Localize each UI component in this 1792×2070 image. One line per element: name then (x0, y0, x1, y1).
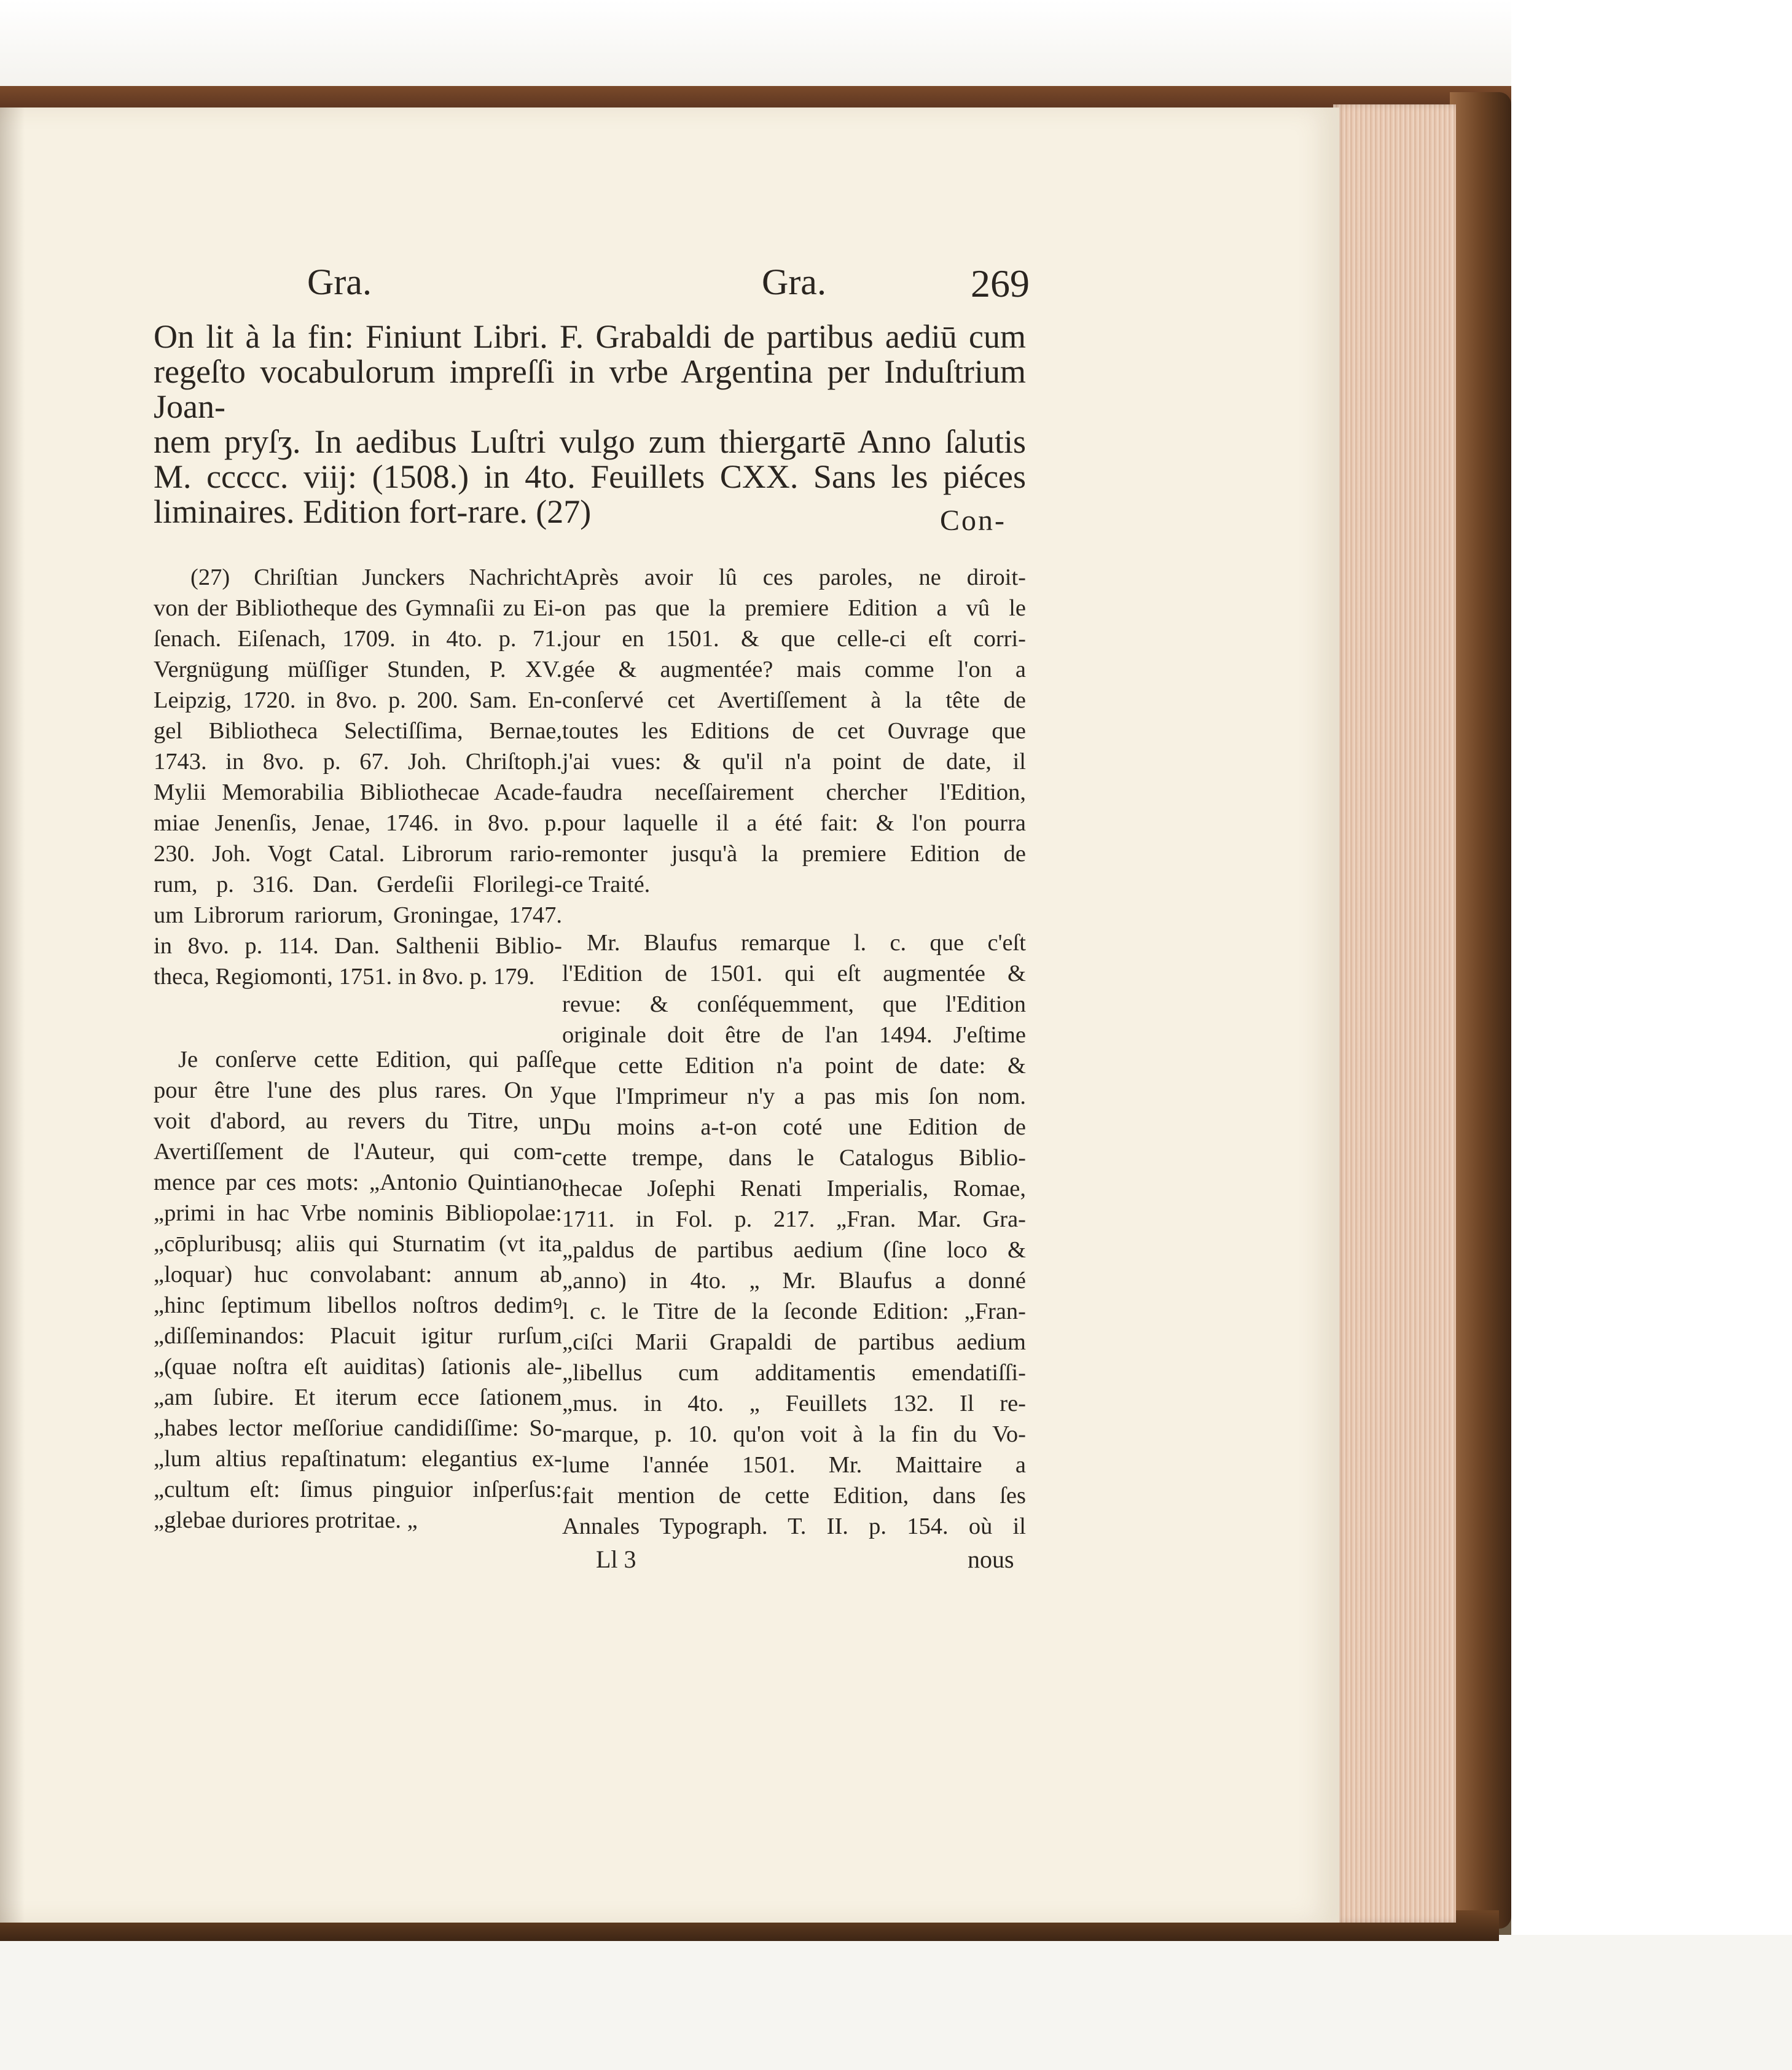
right-line: que l'Imprimeur n'y a pas mis ſon nom. (562, 1084, 1026, 1109)
right-line: toutes les Editions de cet Ouvrage que (562, 718, 1026, 744)
book-cover-top (0, 86, 1511, 111)
right-line: Mr. Blaufus remarque l. c. que c'eſt (587, 930, 1026, 956)
right-line: cette trempe, dans le Catalogus Biblio- (562, 1145, 1026, 1171)
right-line: marque, p. 10. qu'on voit à la fin du Vo- (562, 1421, 1026, 1447)
conserve-line: „lum altius repaſtinatum: elegantius ex- (154, 1446, 562, 1472)
right-line: jour en 1501. & que celle-ci eſt corri- (562, 626, 1026, 652)
conserve-line: „am ſubire. Et iterum ecce ſationem (154, 1385, 562, 1410)
right-line: l'Edition de 1501. qui eſt augmentée & (562, 961, 1026, 986)
right-line: j'ai vues: & qu'il n'a point de date, il (562, 749, 1026, 775)
right-line: conſervé cet Avertiſſement à la tête de (562, 687, 1026, 713)
right-line: Du moins a-t-on coté une Edition de (562, 1114, 1026, 1140)
page-number: 269 (971, 262, 1030, 305)
running-head-left: Gra. (307, 262, 372, 302)
intro-line: regeſto vocabulorum impreſſi in vrbe Argentina per Induſtrium Joan- (154, 353, 1026, 425)
right-line: „mus. in 4to. „ Feuillets 132. Il re- (562, 1391, 1026, 1416)
conserve-line: „loquar) huc convolabant: annum ab (154, 1262, 562, 1287)
footnote-line: in 8vo. p. 114. Dan. Salthenii Biblio- (154, 933, 562, 959)
right-line: l. c. le Titre de la ſeconde Edition: „Fran- (562, 1299, 1026, 1324)
right-line: Annales Typograph. T. II. p. 154. où il (562, 1513, 1026, 1539)
footnote-line: Mylii Memorabilia Bibliothecae Acade- (154, 779, 562, 805)
right-line: „ciſci Marii Grapaldi de partibus aedium (562, 1329, 1026, 1355)
footnote-line: rum, p. 316. Dan. Gerdeſii Florilegi- (154, 872, 562, 897)
footnote-line: theca, Regiomonti, 1751. in 8vo. p. 179. (154, 964, 535, 990)
catchword-top: Con- (940, 504, 1006, 537)
right-line: ce Traité. (562, 872, 651, 897)
intro-line: M. ccccc. viij: (1508.) in 4to. Feuillets CXX. Sans les piéces (154, 458, 1026, 495)
footnote-line: um Librorum rariorum, Groningae, 1747. (154, 902, 562, 928)
binding-shadow (0, 107, 25, 1923)
footnote-line: ſenach. Eiſenach, 1709. in 4to. p. 71. (154, 626, 562, 652)
conserve-paragraph (154, 1044, 562, 1536)
right-line: faudra neceſſairement chercher l'Edition, (562, 779, 1026, 805)
conserve-line: „glebae duriores protritae. „ (154, 1507, 418, 1533)
right-line: revue: & conſéquemment, que l'Edition (562, 991, 1026, 1017)
footnote-line: von der Bibliotheque des Gymnaſii zu Ei- (154, 595, 562, 621)
right-line: gée & augmentée? mais comme l'on a (562, 657, 1026, 682)
signature-mark: Ll 3 (596, 1545, 636, 1573)
conserve-line: „hinc ſeptimum libellos noſtros dedimꝰ (154, 1292, 562, 1318)
right-line: pour laquelle il a été fait: & l'on pourra (562, 810, 1026, 836)
book-cover-edge (1450, 92, 1511, 1929)
page-edges (1333, 104, 1456, 1923)
intro-paragraph (154, 319, 1026, 529)
right-line: fait mention de cette Edition, dans ſes (562, 1483, 1026, 1509)
conserve-line: pour être l'une des plus rares. On y (154, 1077, 562, 1103)
background-right (1511, 0, 1792, 2070)
right-line: lume l'année 1501. Mr. Maittaire a (562, 1452, 1026, 1478)
right-line: on pas que la premiere Edition a vû le (562, 595, 1026, 621)
footnote-27 (154, 562, 562, 992)
right-line: 1711. in Fol. p. 217. „Fran. Mar. Gra- (562, 1206, 1026, 1232)
intro-line: On lit à la fin: Finiunt Libri. F. Grabaldi de partibus aediū cum (154, 318, 1026, 355)
footnote-line: (27) Chriſtian Junckers Nachricht (190, 564, 562, 590)
right-line: Après avoir lû ces paroles, ne diroit- (562, 564, 1026, 590)
conserve-line: „primi in hac Vrbe nominis Bibliopolae: (154, 1200, 562, 1226)
footnote-line: 230. Joh. Vogt Catal. Librorum rario- (154, 841, 562, 867)
footnote-line: miae Jenenſis, Jenae, 1746. in 8vo. p. (154, 810, 562, 836)
right-line: „anno) in 4to. „ Mr. Blaufus a donné (562, 1268, 1026, 1294)
catchword-bottom: nous (968, 1545, 1014, 1573)
conserve-line: mence par ces mots: „Antonio Quintiano (154, 1170, 562, 1195)
right-line: que cette Edition n'a point de date: & (562, 1053, 1026, 1079)
conserve-line: Avertiſſement de l'Auteur, qui com- (154, 1139, 562, 1165)
conserve-line: Je conſerve cette Edition, qui paſſe (178, 1047, 562, 1072)
right-line: thecae Joſephi Renati Imperialis, Romae, (562, 1176, 1026, 1201)
conserve-line: „diſſeminandos: Placuit igitur rurſum (154, 1323, 562, 1349)
conserve-line: „cōpluribusq; aliis qui Sturnatim (vt ita (154, 1231, 562, 1257)
footnote-line: gel Bibliotheca Selectiſſima, Bernae, (154, 718, 562, 744)
footnote-line: 1743. in 8vo. p. 67. Joh. Chriſtoph. (154, 749, 562, 775)
footnote-line: Leipzig, 1720. in 8vo. p. 200. Sam. En- (154, 687, 562, 713)
right-line: „paldus de partibus aedium (ſine loco & (562, 1237, 1026, 1263)
running-head-center: Gra. (762, 262, 826, 302)
intro-line: liminaires. Edition fort-rare. (27) (154, 493, 592, 530)
conserve-line: „(quae noſtra eſt auiditas) ſationis ale- (154, 1354, 562, 1380)
footnote-line: Vergnügung müſſiger Stunden, P. XV. (154, 657, 562, 682)
right-line: remonter jusqu'à la premiere Edition de (562, 841, 1026, 867)
right-line: originale doit être de l'an 1494. J'eſtime (562, 1022, 1026, 1048)
right-column-paragraph-2 (562, 928, 1026, 1542)
right-line: „libellus cum additamentis emendatiſſi- (562, 1360, 1026, 1386)
right-column-paragraph-1 (562, 562, 1026, 900)
conserve-line: „cultum eſt: ſimus pinguior inſperſus: (154, 1477, 562, 1502)
background-bottom (0, 1935, 1792, 2070)
intro-line: nem pryſʒ. In aedibus Luſtri vulgo zum thiergartē Anno ſalutis (154, 423, 1026, 460)
conserve-line: voit d'abord, au revers du Titre, un (154, 1108, 562, 1134)
conserve-line: „habes lector meſſoriue candidiſſime: So- (154, 1415, 562, 1441)
